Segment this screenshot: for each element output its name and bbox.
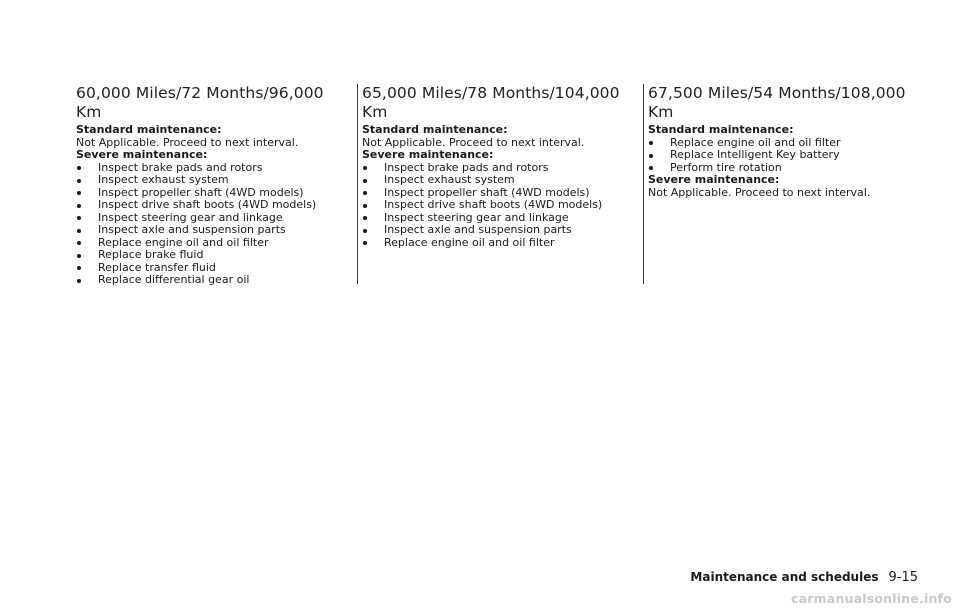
- bullet-icon: [649, 166, 653, 170]
- bullet-icon: [363, 216, 367, 220]
- interval-65000: [362, 84, 632, 249]
- standard-maintenance-label: Standard maintenance:: [76, 123, 222, 136]
- list-item-text: Inspect brake pads and rotors: [98, 160, 263, 174]
- list-item: [362, 237, 632, 250]
- list-item-text: Replace transfer fluid: [98, 260, 216, 274]
- list-item-text: Inspect steering gear and linkage: [384, 210, 569, 224]
- list-item-text: Inspect propeller shaft (4WD models): [98, 185, 304, 199]
- severe-maintenance-text: Not Applicable. Proceed to next interval.: [648, 185, 871, 199]
- interval-heading: 60,000 Miles/72 Months/96,000 Km: [76, 84, 324, 121]
- standard-maintenance-list: [648, 137, 918, 175]
- list-item-text: Inspect brake pads and rotors: [384, 160, 549, 174]
- interval-heading: 67,500 Miles/54 Months/108,000 Km: [648, 84, 906, 121]
- bullet-icon: [363, 166, 367, 170]
- list-item-text: Replace differential gear oil: [98, 273, 250, 286]
- page-number: 9-15: [888, 570, 918, 585]
- list-item-text: Inspect propeller shaft (4WD models): [384, 185, 590, 199]
- standard-maintenance-label: Standard maintenance:: [648, 123, 794, 136]
- list-item-text: Inspect drive shaft boots (4WD models): [98, 198, 317, 211]
- list-item-text: Replace engine oil and oil filter: [670, 135, 841, 149]
- list-item-text: Replace brake fluid: [98, 248, 204, 261]
- column-divider: [357, 84, 358, 284]
- list-item: [648, 162, 918, 175]
- standard-maintenance-label: Standard maintenance:: [362, 123, 508, 136]
- column-divider: [643, 84, 644, 284]
- interval-heading: 65,000 Miles/78 Months/104,000 Km: [362, 84, 620, 121]
- list-item-text: Replace Intelligent Key battery: [670, 148, 840, 161]
- severe-maintenance-label: Severe maintenance:: [648, 173, 780, 186]
- list-item-text: Inspect exhaust system: [384, 173, 515, 186]
- list-item-text: Replace engine oil and oil filter: [98, 235, 269, 249]
- interval-60000: [76, 84, 346, 287]
- bullet-icon: [77, 204, 81, 208]
- list-item-text: Inspect axle and suspension parts: [384, 223, 572, 236]
- bullet-icon: [77, 166, 81, 170]
- bullet-icon: [77, 191, 81, 195]
- maintenance-columns: [76, 84, 916, 284]
- bullet-icon: [77, 254, 81, 258]
- interval-67500: [648, 84, 918, 199]
- bullet-icon: [363, 179, 367, 183]
- watermark: carmanualsonline.info: [790, 591, 952, 606]
- bullet-icon: [77, 229, 81, 233]
- bullet-icon: [77, 279, 81, 283]
- bullet-icon: [649, 154, 653, 158]
- bullet-icon: [363, 204, 367, 208]
- list-item-text: Replace engine oil and oil filter: [384, 235, 555, 249]
- list-item-text: Perform tire rotation: [670, 160, 782, 174]
- bullet-icon: [77, 179, 81, 183]
- bullet-icon: [77, 266, 81, 270]
- list-item-text: Inspect steering gear and linkage: [98, 210, 283, 224]
- list-item-text: Inspect exhaust system: [98, 173, 229, 186]
- bullet-icon: [649, 141, 653, 145]
- severe-maintenance-list: [76, 162, 346, 287]
- severe-maintenance-label: Severe maintenance:: [76, 148, 208, 161]
- standard-maintenance-text: Not Applicable. Proceed to next interval.: [76, 135, 299, 149]
- section-title: Maintenance and schedules: [690, 570, 879, 584]
- list-item-text: Inspect drive shaft boots (4WD models): [384, 198, 603, 211]
- severe-maintenance-label: Severe maintenance:: [362, 148, 494, 161]
- bullet-icon: [363, 191, 367, 195]
- list-item: [76, 274, 346, 287]
- bullet-icon: [363, 229, 367, 233]
- bullet-icon: [363, 241, 367, 245]
- list-item-text: Inspect axle and suspension parts: [98, 223, 286, 236]
- severe-maintenance-list: [362, 162, 632, 250]
- page-footer: [690, 570, 918, 585]
- bullet-icon: [77, 216, 81, 220]
- bullet-icon: [77, 241, 81, 245]
- standard-maintenance-text: Not Applicable. Proceed to next interval.: [362, 135, 585, 149]
